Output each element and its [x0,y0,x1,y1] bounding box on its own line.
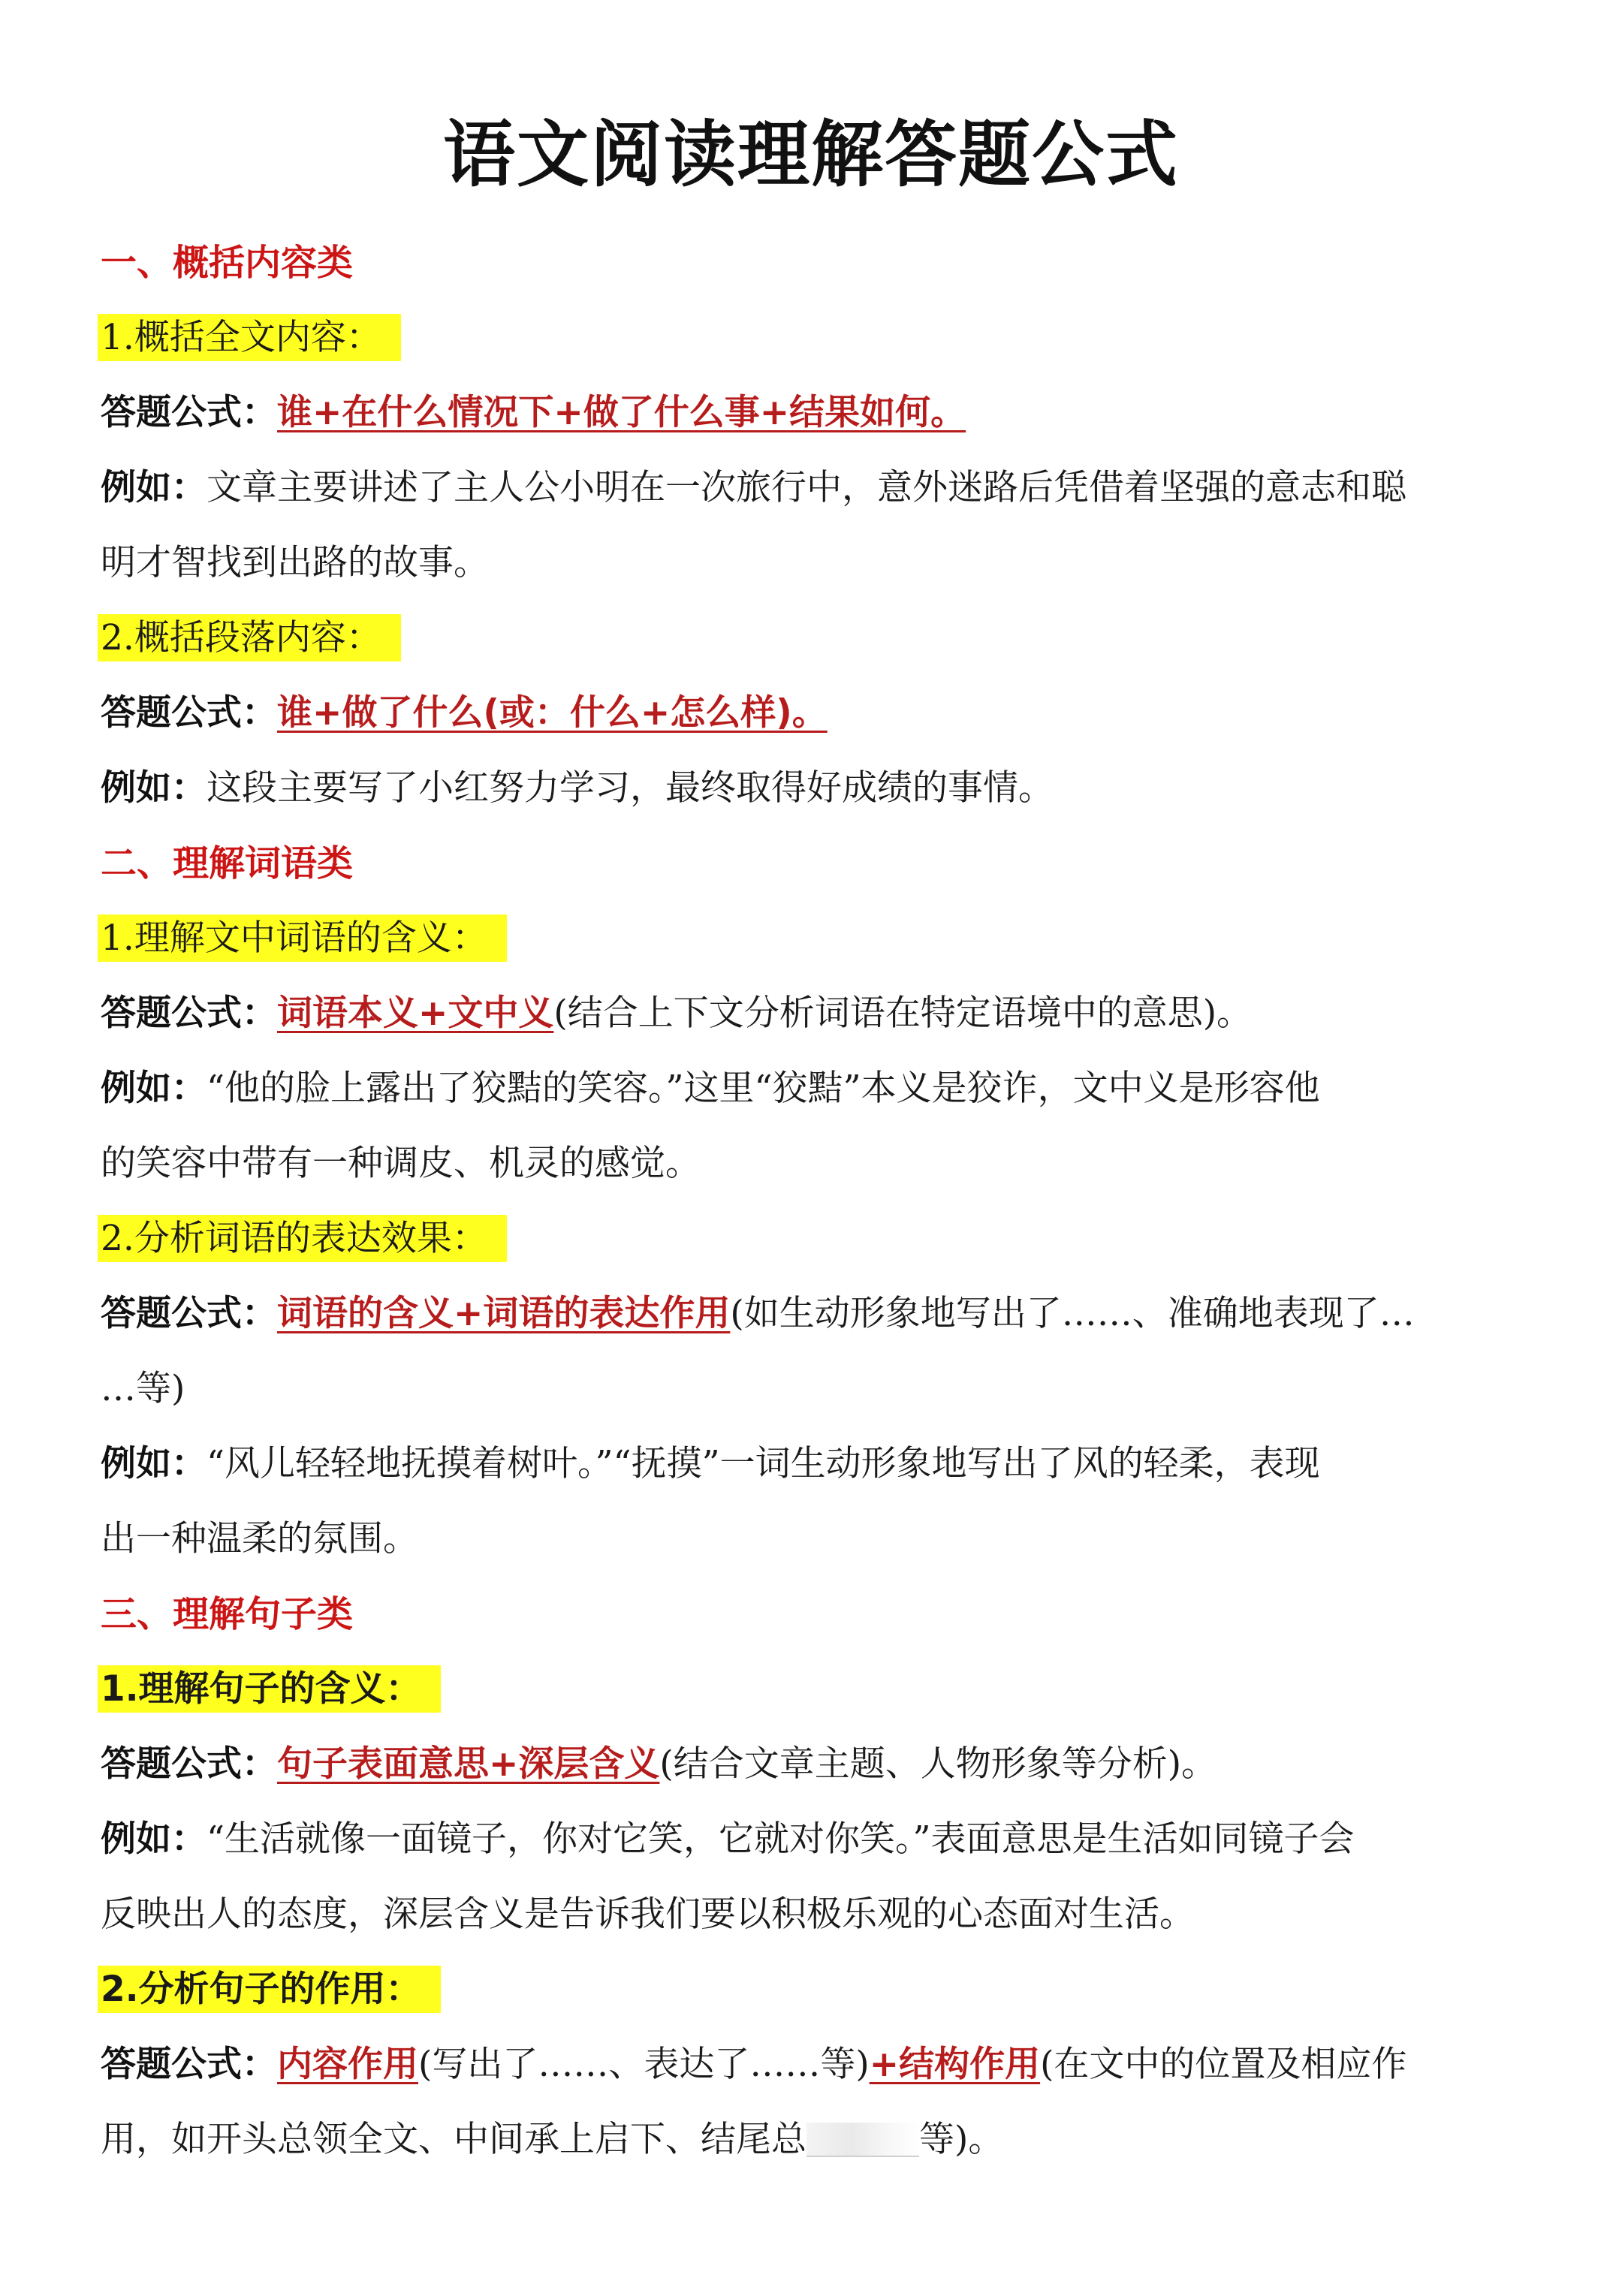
subheading-sentence-function [101,1967,441,2012]
highlighted-subheading: 1.理解句子的含义： [98,1665,441,1713]
formula-note: (写出了……、表达了……等) [418,2044,870,2085]
highlighted-subheading: 1.理解文中词语的含义： [98,914,507,962]
subheading-summarize-paragraph [101,616,401,661]
example-continuation: 反映出人的态度，深层含义是告诉我们要以积极乐观的心态面对生活。 [101,1894,1195,1935]
formula-text: 句子表面意思+深层含义 [277,1743,660,1785]
section-heading-words: 二、理解词语类 [101,842,354,884]
formula-text-structure: +结构作用 [869,2044,1041,2085]
formula-text: 词语本义+文中义 [277,993,554,1034]
subheading-word-effect [101,1216,507,1261]
note-text-end: 等)。 [919,2119,1004,2160]
example-line [101,466,1406,511]
highlighted-subheading: 2.概括段落内容： [98,614,401,661]
formula-text: 谁+在什么情况下+做了什么事+结果如何。 [277,392,966,433]
formula-label: 答题公式： [101,1743,277,1785]
example-text: “风儿轻轻地抚摸着树叶。”“抚摸”一词生动形象地写出了风的轻柔，表现 [207,1443,1320,1484]
highlighted-subheading: 2.分析句子的作用： [98,1966,441,2013]
example-label: 例如： [101,467,207,508]
formula-line [101,1742,1216,1787]
example-text: “生活就像一面镜子，你对它笑，它就对你笑。”表面意思是生活如同镜子会 [207,1818,1355,1860]
subheading-word-meaning [101,916,507,961]
section-heading-summary: 一、概括内容类 [101,242,354,284]
formula-label: 答题公式： [101,692,277,734]
formula-line [101,991,1252,1036]
formula-label: 答题公式： [101,993,277,1034]
formula-label: 答题公式： [101,392,277,433]
example-label: 例如： [101,767,207,809]
formula-text: 词语的含义+词语的表达作用 [277,1293,731,1334]
section-heading-sentences: 三、理解句子类 [101,1593,354,1635]
note-text: 用，如开头总领全文、中间承上启下、结尾总 [101,2119,806,2160]
highlighted-subheading: 2.分析词语的表达效果： [98,1215,507,1262]
example-text: 文章主要讲述了主人公小明在一次旅行中，意外迷路后凭借着坚强的意志和聪 [207,467,1406,508]
example-label: 例如： [101,1818,207,1860]
formula-line [101,691,846,736]
formula-line [101,1291,1415,1336]
highlighted-subheading: 1.概括全文内容： [98,314,401,361]
formula-note: (在文中的位置及相应作 [1040,2044,1407,2085]
formula-line [101,2042,1406,2087]
watermark-blur [806,2123,919,2157]
subheading-sentence-meaning [101,1667,441,1712]
formula-note: (结合文章主题、人物形象等分析)。 [659,1743,1217,1785]
example-label: 例如： [101,1443,207,1484]
formula-text: 谁+做了什么(或：什么+怎么样)。 [277,692,828,734]
subheading-summarize-full-text [101,315,401,360]
page-title: 语文阅读理解答题公式 [443,113,1179,197]
example-line [101,1442,1320,1487]
example-continuation: 的笑容中带有一种调皮、机灵的感觉。 [101,1143,701,1184]
example-line [101,1066,1320,1111]
formula-line [101,390,984,435]
example-line [101,766,1054,811]
formula-note: (结合上下文分析词语在特定语境中的意思)。 [553,993,1253,1034]
formula-note: (如生动形象地写出了……、准确地表现了… [730,1293,1415,1334]
formula-note-continuation: …等) [101,1368,185,1409]
example-text: 这段主要写了小红努力学习，最终取得好成绩的事情。 [207,767,1054,809]
example-label: 例如： [101,1068,207,1109]
formula-note-continuation [101,2117,1003,2162]
formula-label: 答题公式： [101,1293,277,1334]
example-text: “他的脸上露出了狡黠的笑容。”这里“狡黠”本义是狡诈，文中义是形容他 [207,1068,1320,1109]
formula-label: 答题公式： [101,2044,277,2085]
example-continuation: 出一种温柔的氛围。 [101,1518,418,1559]
example-line [101,1817,1355,1862]
formula-text-content: 内容作用 [277,2044,418,2085]
example-continuation: 明才智找到出路的故事。 [101,542,489,583]
